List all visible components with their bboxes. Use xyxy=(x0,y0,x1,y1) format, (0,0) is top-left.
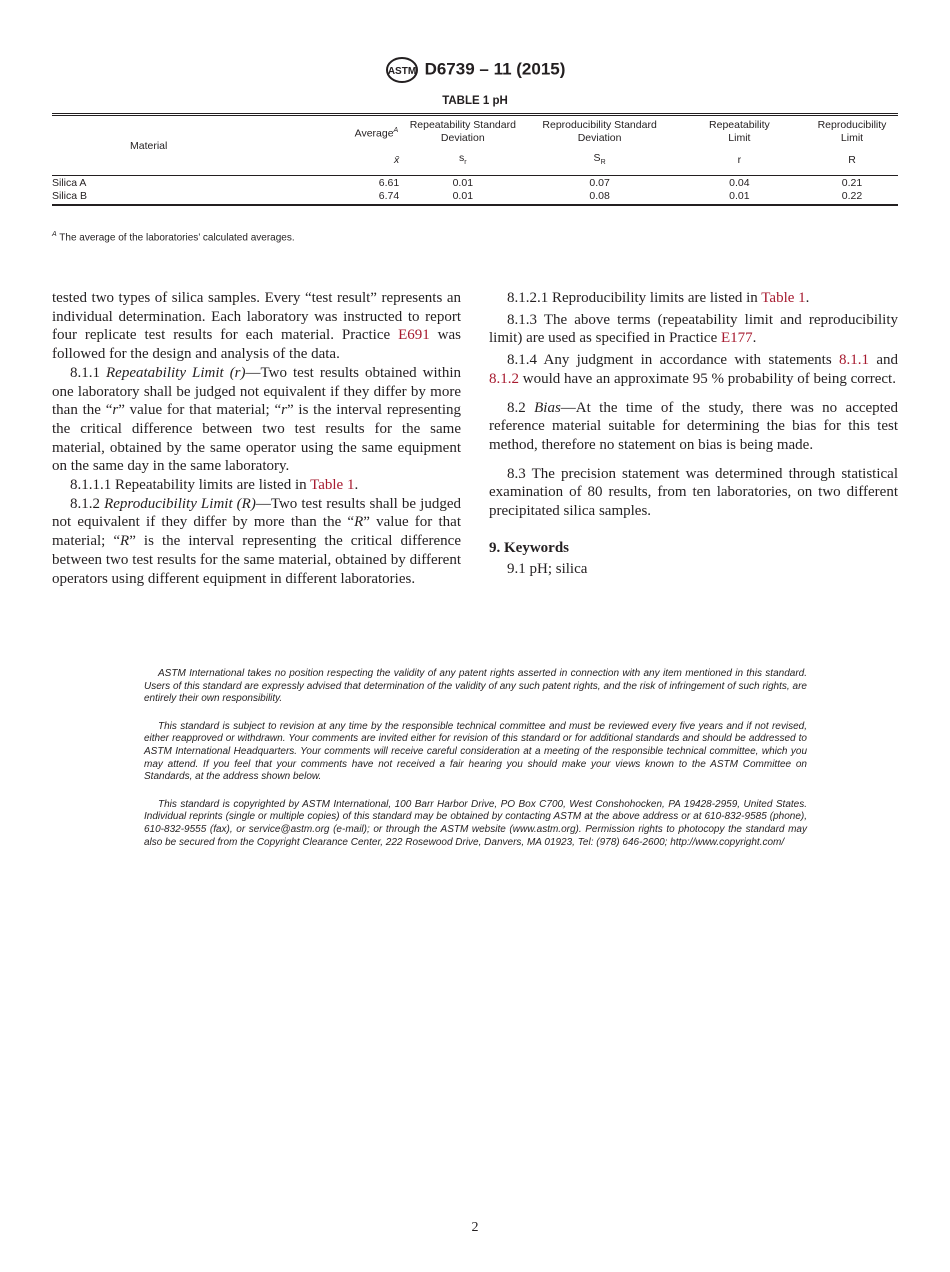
cell: 6.74 xyxy=(329,190,399,205)
cell: 0.21 xyxy=(841,177,863,190)
astm-logo-icon xyxy=(385,56,419,84)
symbol-r: r xyxy=(673,146,806,176)
col-header-average: Average$^A$ xyxy=(329,115,399,147)
col-header-SR: Reproducibility Standard Deviation xyxy=(526,115,672,147)
table-footnote: $^A$ The average of the laboratories’ calculated averages. xyxy=(52,231,295,244)
symbol-SR: $S_R$ xyxy=(526,146,672,176)
legal-notices xyxy=(144,668,807,864)
col-header-R: Reproducibility Limit xyxy=(806,115,898,147)
link-e177[interactable]: E177 xyxy=(721,330,753,347)
cell: 0.01 xyxy=(452,177,474,190)
section-8-1-2-1: 8.1.2.1 Reproducibility limits are listed in Table 1. xyxy=(507,290,810,306)
copyright-notice: This standard is copyrighted by ASTM International, 100 Barr Harbor Drive, PO Box C700, West Conshohocken, PA 19428-2959, United States. Individual reprints (single or multiple copies) of this standard may be obtained by contacting ASTM at the above address or at 610-832-9585 (phone), 610-832-9555 (fax), or service@astm.org (e-mail); or through the ASTM website (www.astm.org). Permission rights to photocopy the standard may also be secured from the Copyright Clearance Center, 222 Rosewood Drive, Danvers, MA 01923, Tel: (978) 646-2600; http://www.copyright.com/ xyxy=(144,798,807,848)
cell: 0.04 xyxy=(729,177,750,190)
table-title: TABLE 1 pH xyxy=(442,95,508,107)
link-e691[interactable]: E691 xyxy=(398,327,430,344)
link-table-1[interactable]: Table 1 xyxy=(761,290,806,306)
col-header-r: Repeatability Limit xyxy=(673,115,806,147)
link-table-1[interactable]: Table 1 xyxy=(310,477,355,494)
section-8-1-3: 8.1.3 The above terms (repeatability limit and reproducibility limit) are used as specified in Practice E177. xyxy=(489,311,898,347)
keywords-heading: 9. Keywords xyxy=(489,539,569,556)
ph-table xyxy=(52,113,898,206)
table-row xyxy=(52,190,898,205)
page-number: 2 xyxy=(471,1220,479,1235)
keywords-text: 9.1 pH; silica xyxy=(507,561,588,578)
paragraph: tested two types of silica samples. Every “test result” represents an individual determination. Each laboratory was instructed to report four replicate test results for each material. Practice E691 was followed for the design and analysis of the data. xyxy=(52,290,461,363)
patent-notice: ASTM International takes no position respecting the validity of any patent rights asserted in connection with any item mentioned in this standard. Users of this standard are expressly advised that determination of the validity of any such patent rights, and the risk of infringement of such rights, are entirely their own responsibility. xyxy=(144,668,807,705)
right-column xyxy=(489,289,898,579)
svg-text:ASTM: ASTM xyxy=(387,66,416,77)
link-8-1-2[interactable]: 8.1.2 xyxy=(489,370,519,387)
symbol-sr: $s_r$ xyxy=(399,146,526,176)
cell: Silica B xyxy=(52,190,329,205)
section-8-3: 8.3 The precision statement was determined through statistical examination of 80 results, from ten laboratories, on two different precipitated silica samples. xyxy=(489,465,898,520)
link-8-1-1[interactable]: 8.1.1 xyxy=(839,352,870,369)
section-8-1-2: 8.1.2 Reproducibility Limit (R)—Two test results shall be judged not equivalent if they differ by more than the “R” value for that material; “R” is the interval representing the critical difference between two test results for the same material, obtained by different operators using different equipment in different laboratories. xyxy=(52,495,461,587)
page-header xyxy=(0,56,950,84)
symbol-R: R xyxy=(806,146,898,176)
col-header-sr: Repeatability Standard Deviation xyxy=(399,115,526,147)
cell: 0.01 xyxy=(673,190,806,205)
cell: 0.08 xyxy=(526,190,672,205)
section-8-2: 8.2 Bias—At the time of the study, there was no accepted reference material suitable for determining the bias for this test method, therefore no statement on bias is being made. xyxy=(489,399,898,453)
section-8-1-1-1: 8.1.1.1 Repeatability limits are listed in Table 1. xyxy=(70,477,359,494)
revision-notice: This standard is subject to revision at any time by the responsible technical committee and must be reviewed every five years and if not revised, either reapproved or withdrawn. Your comments are invited either for revision of this standard or for additional standards and should be addressed to ASTM International Headquarters. Your comments will receive careful consideration at a meeting of the responsible technical committee, which you may attend. If you feel that your comments have not received a fair hearing you should make your views known to the ASTM Committee on Standards, at the address shown below. xyxy=(144,720,807,783)
cell: 6.61 xyxy=(378,177,400,190)
left-column xyxy=(52,289,461,588)
cell: 0.22 xyxy=(806,190,898,205)
cell: 0.07 xyxy=(589,177,610,190)
table-row xyxy=(52,176,898,191)
designation: D6739 – 11 (2015) xyxy=(424,59,566,79)
symbol-xbar: x̄ xyxy=(329,146,399,176)
cell: 0.01 xyxy=(399,190,526,205)
section-8-1-1: 8.1.1 Repeatability Limit (r)—Two test results obtained within one laboratory shall be judged not equivalent if they differ by more than the “r” value for that material; “r” is the interval representing the critical difference between two test results for the same material, obtained by the same operator using the same equipment on the same day in the same laboratory. xyxy=(52,364,462,475)
section-8-1-4: 8.1.4 Any judgment in accordance with statements 8.1.1 and 8.1.2 would have an approximate 95 % probability of being correct. xyxy=(489,352,898,387)
col-header-material: Material xyxy=(52,115,329,176)
cell: Silica A xyxy=(52,177,87,190)
